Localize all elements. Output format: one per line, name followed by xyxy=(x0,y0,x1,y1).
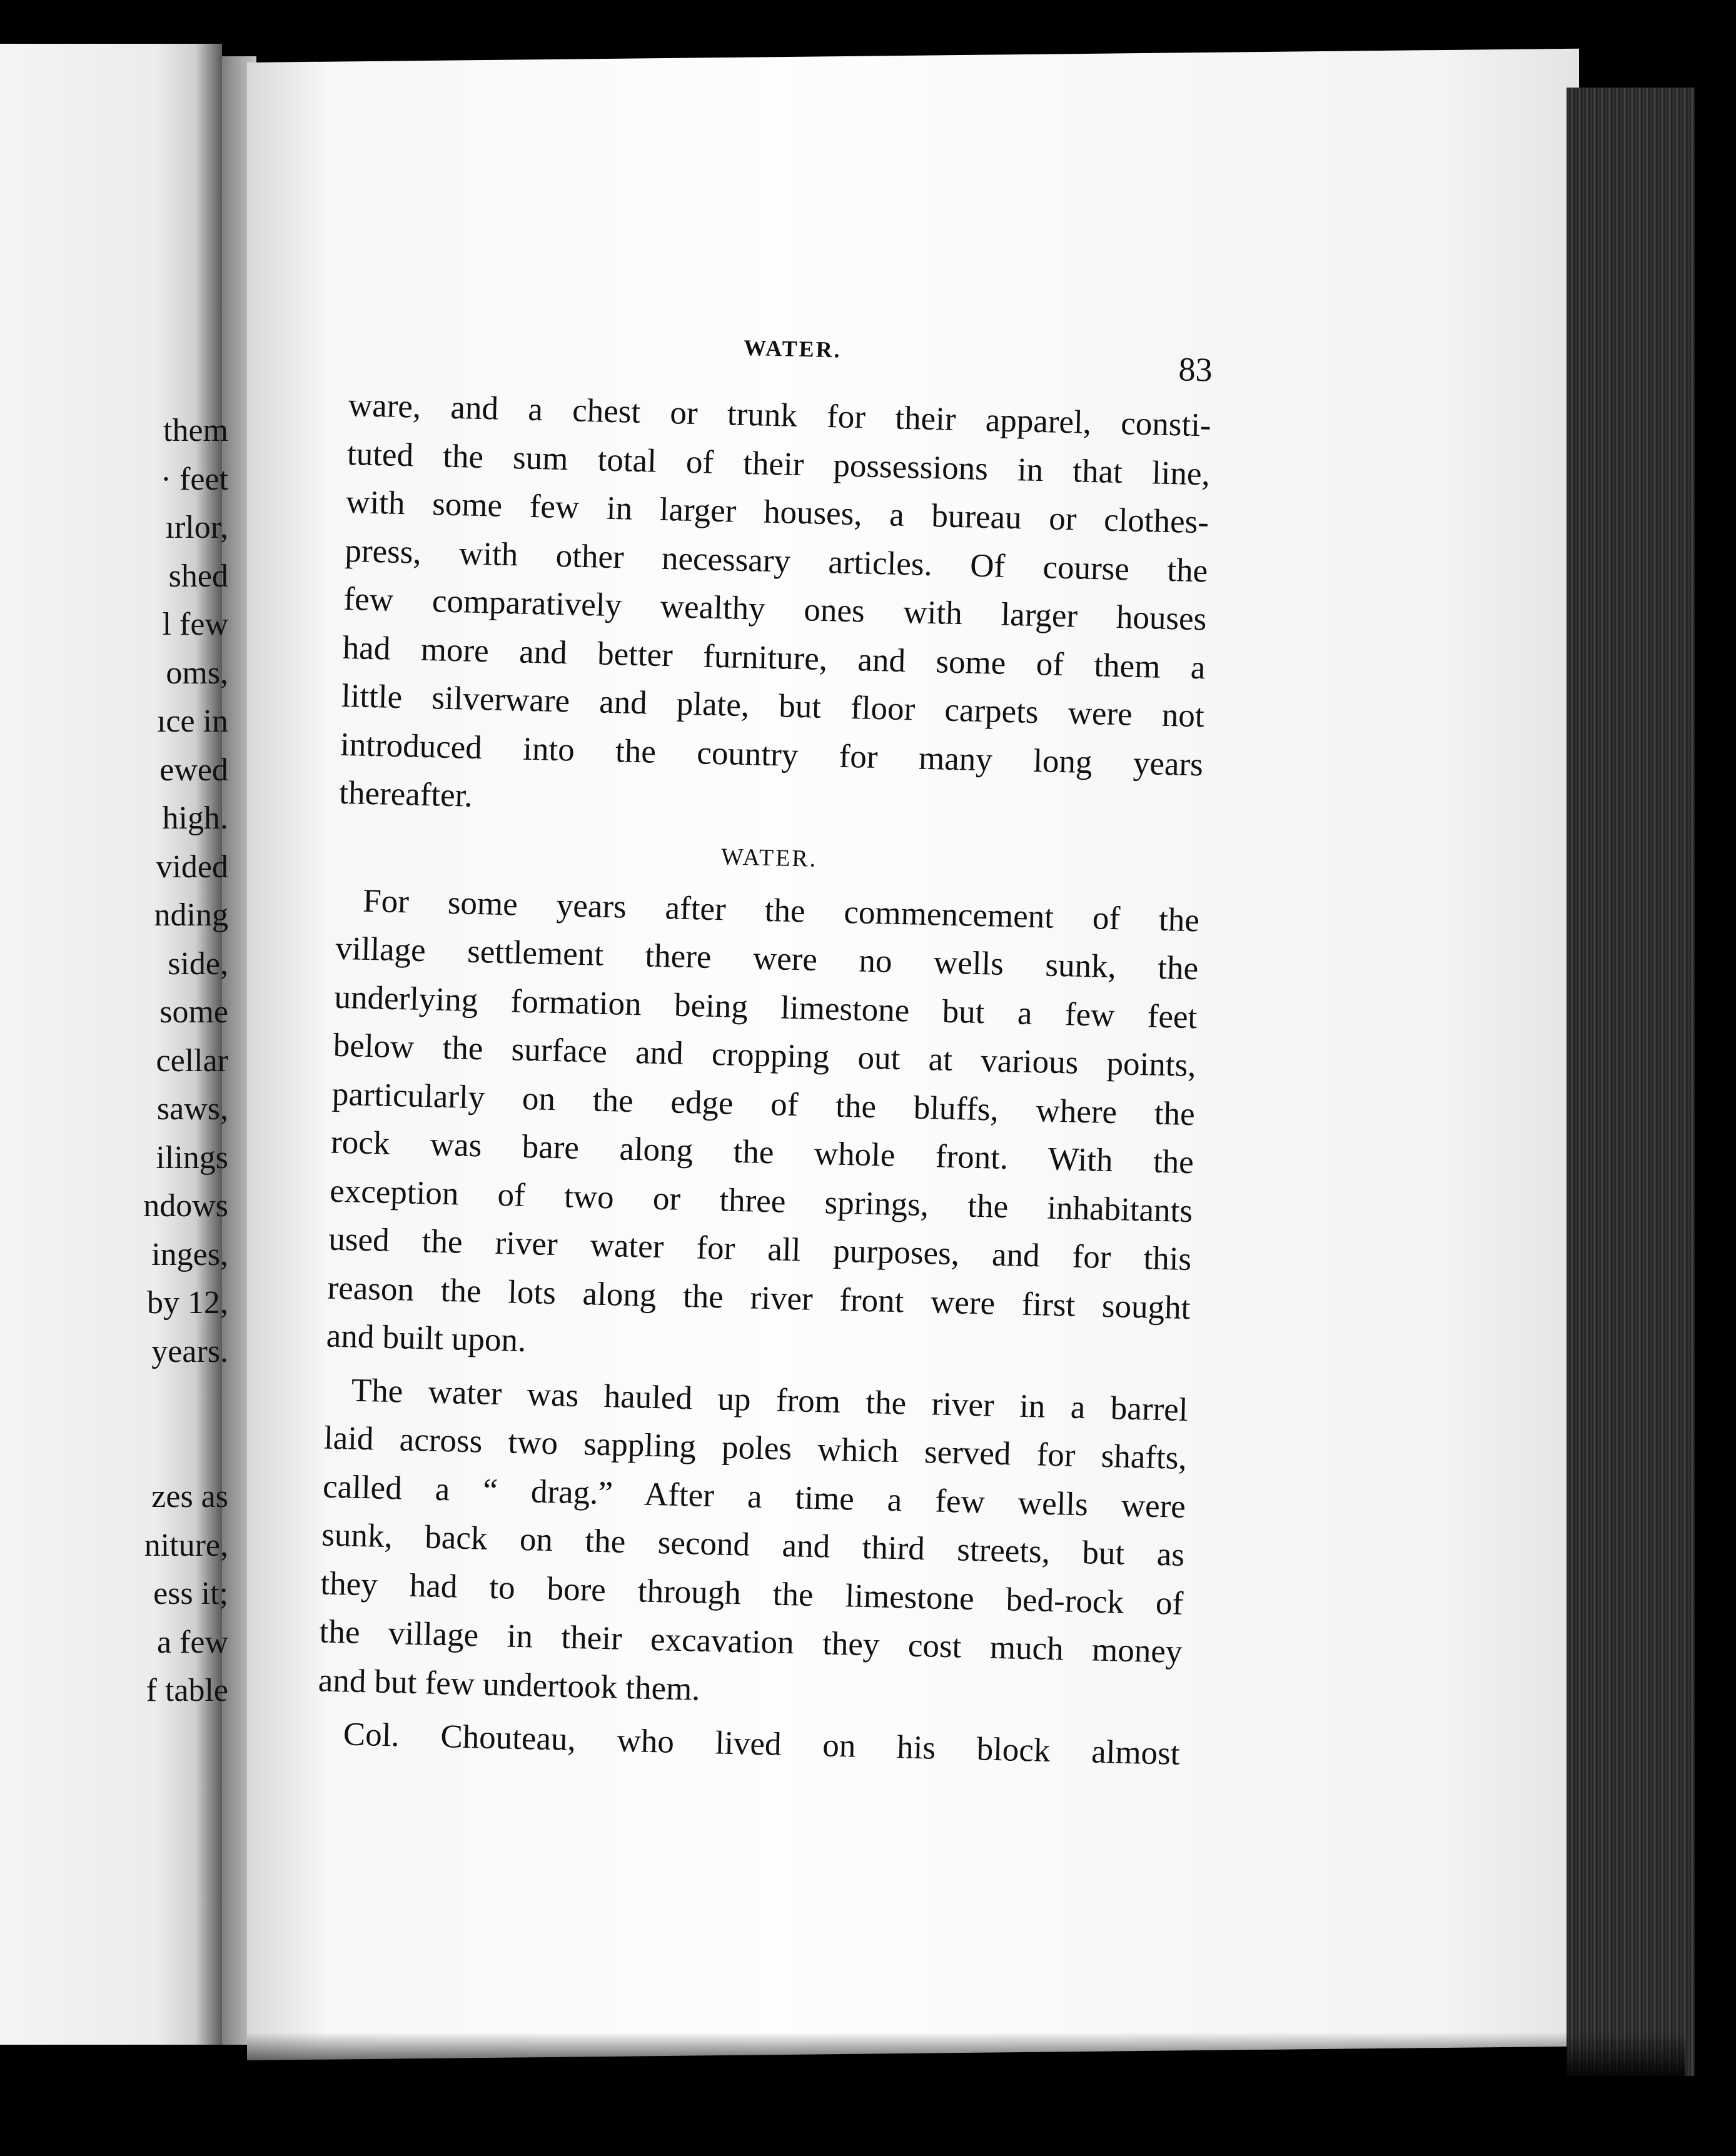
page-number: 83 xyxy=(1178,350,1213,389)
left-fragment-line: some xyxy=(159,994,228,1030)
left-fragment-line: nding xyxy=(154,897,228,933)
text-line: exception of two or three springs, the inhabitants xyxy=(329,1172,1193,1229)
left-fragment-line: ewed xyxy=(159,752,228,788)
left-fragment-line: l few xyxy=(162,607,228,642)
left-page-edge xyxy=(0,44,228,2045)
text-line: below the surface and cropping out at various points, xyxy=(333,1027,1197,1084)
bottom-shadow xyxy=(247,2032,1685,2082)
text-line: underlying formation being limestone but a few feet xyxy=(334,979,1198,1035)
left-fragment-line: ırlor, xyxy=(165,510,228,545)
text-line: the village in their excavation they cost much money xyxy=(319,1613,1183,1670)
text-line: rock was bare along the whole front. With the xyxy=(330,1124,1194,1181)
text-line: had more and better furniture, and some of them a xyxy=(342,629,1206,686)
text-line: village settlement there were no wells sunk, the xyxy=(335,930,1199,987)
text-line: they had to bore through the limestone bed-rock of xyxy=(320,1564,1184,1622)
text-line: ware, and a chest or trunk for their apparel, consti- xyxy=(348,386,1212,444)
left-fragment-line: cellar xyxy=(156,1042,228,1079)
text-line: thereafter. xyxy=(338,774,473,814)
left-fragment-line: vided xyxy=(156,849,228,885)
left-fragment-line: zes as xyxy=(151,1479,228,1514)
text-line: sunk, back on the second and third streets, but as xyxy=(321,1516,1185,1573)
left-fragment-line: oms, xyxy=(166,655,228,691)
left-fragment-line: niture, xyxy=(144,1527,228,1563)
left-fragment-line: a few xyxy=(156,1624,228,1660)
left-fragment-line: saws, xyxy=(156,1091,228,1127)
left-fragment-line: ess it; xyxy=(153,1576,228,1611)
left-fragment-line: by 12, xyxy=(147,1285,228,1321)
left-fragment-line: shed xyxy=(168,558,228,594)
left-fragment-line: inges, xyxy=(151,1236,228,1272)
text-line: For some years after the commencement of the xyxy=(362,882,1200,939)
text-line: tuted the sum total of their possessions in that line, xyxy=(346,435,1211,492)
text-line: press, with other necessary articles. Of course the xyxy=(344,532,1208,589)
left-fragment-line: f table xyxy=(146,1673,228,1708)
text-line: little silverware and plate, but floor carpets were not xyxy=(341,677,1205,735)
left-fragment-line: side, xyxy=(168,945,228,982)
text-line: and but few undertook them. xyxy=(318,1661,701,1708)
text-line: Col. Chouteau, who lived on his block almost xyxy=(343,1716,1181,1772)
running-title: WATER. xyxy=(743,335,842,363)
text-line: laid across two sappling poles which served for shafts, xyxy=(323,1419,1188,1477)
left-fragment-line: ndows xyxy=(143,1188,228,1224)
left-fragment-line: ilings xyxy=(156,1139,228,1176)
left-page-fragments xyxy=(143,406,228,1715)
paragraph-continued xyxy=(338,381,1211,838)
left-fragment-line: · feet xyxy=(160,461,228,497)
page-text-block xyxy=(316,325,1213,1778)
text-line: used the river water for all purposes, and for this xyxy=(328,1221,1192,1278)
left-fragment-line: ıce in xyxy=(156,703,228,739)
text-line: and built upon. xyxy=(326,1317,527,1359)
left-fragment-line: high. xyxy=(162,800,228,836)
text-line: few comparatively wealthy ones with larger houses xyxy=(343,580,1207,638)
paragraph-water-hauling xyxy=(318,1366,1188,1725)
text-line: particularly on the edge of the bluffs, where the xyxy=(331,1075,1196,1132)
text-line: called a “ drag.” After a time a few wells were xyxy=(322,1468,1186,1525)
left-fragment-line: them xyxy=(163,413,228,448)
section-heading: WATER. xyxy=(720,843,818,872)
text-line: The water was hauled up from the river in a barrel xyxy=(351,1372,1189,1428)
left-fragment-line: years. xyxy=(151,1333,228,1369)
text-line: reason the lots along the river front were first sought xyxy=(327,1269,1191,1326)
text-line: with some few in larger houses, a bureau or clothes- xyxy=(345,483,1209,541)
paragraph-water-intro xyxy=(326,876,1200,1381)
text-line: introduced into the country for many long years xyxy=(340,726,1204,783)
book-fore-edge xyxy=(1567,88,1695,2076)
